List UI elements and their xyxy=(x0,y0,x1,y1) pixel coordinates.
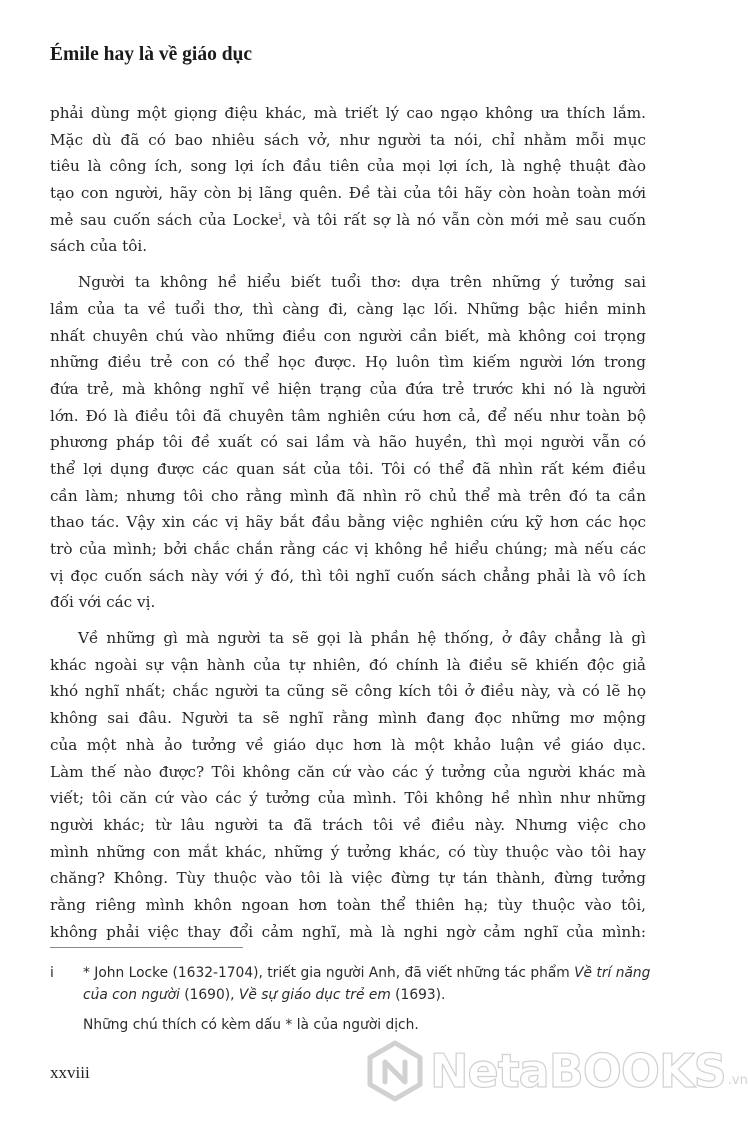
text-segment: mẻ sau cuốn sách của Locke xyxy=(50,210,279,229)
text-line xyxy=(50,207,646,234)
footnote xyxy=(50,962,650,1036)
footnote-text: (1690), xyxy=(179,987,239,1003)
text-line: rằng riêng mình khôn ngoan hơn toàn thể thiên hạ; tùy thuộc vào tôi, xyxy=(50,895,646,914)
footnote-body xyxy=(83,962,650,1036)
text-line: Người ta không hề hiểu biết tuổi thơ: dựa trên những ý tưởng sai xyxy=(78,273,646,292)
text-line: cần làm; nhưng tôi cho rằng mình đã nhìn rõ chủ thể mà trên đó ta cần xyxy=(50,486,646,505)
text-line: sách của tôi. xyxy=(50,237,148,256)
footnote-reference[interactable]: i xyxy=(278,211,282,222)
footnote-text: (1693). xyxy=(390,987,446,1003)
text-line: thao tác. Vậy xin các vị hãy bắt đầu bằng việc nghiên cứu kỹ hơn các học xyxy=(50,513,646,532)
footnote-marker: i xyxy=(50,965,54,981)
text-line: không sai đâu. Người ta sẽ nghĩ rằng mình đang đọc những mơ mộng xyxy=(50,709,646,728)
text-line: Về những gì mà người ta sẽ gọi là phần hệ thống, ở đây chẳng là gì xyxy=(78,629,646,648)
page-number: xxviii xyxy=(50,1063,90,1082)
text-line: vị đọc cuốn sách này với ý đó, thì tôi nghĩ cuốn sách chẳng phải là vô ích xyxy=(50,566,646,585)
text-line: tạo con người, hãy còn bị lãng quên. Đề tài của tôi hãy còn hoàn toàn mới xyxy=(50,184,646,203)
text-line: những điều trẻ con có thể học được. Họ luôn tìm kiếm người lớn trong xyxy=(50,353,646,372)
netabooks-n-logo-icon xyxy=(364,1040,426,1102)
text-line: khó nghĩ nhất; chắc người ta cũng sẽ công kích tôi ở điều này, và có lẽ họ xyxy=(50,682,646,701)
text-line: lớn. Đó là điều tôi đã chuyên tâm nghiên cứu hơn cả, để nếu như toàn bộ xyxy=(50,406,646,425)
paragraph-3 xyxy=(50,625,646,945)
text-line: Làm thế nào được? Tôi không căn cứ vào các ý tưởng của người khác mà xyxy=(50,762,646,781)
text-line: thể lợi dụng được các quan sát của tôi. Tôi có thể đã nhìn rất kém điều xyxy=(50,459,646,478)
text-line: mình những con mắt khác, những ý tưởng khác, có tùy thuộc vào tôi hay xyxy=(50,842,646,861)
watermark-suffix: .vn xyxy=(727,1073,748,1088)
footnote-text: * John Locke (1632-1704), triết gia người Anh, đã viết những tác phẩm xyxy=(83,965,575,981)
book-title: của con người xyxy=(83,987,180,1003)
text-line: khác ngoài sự vận hành của tự nhiên, đó chính là điều sẽ khiến độc giả xyxy=(50,655,646,674)
text-line: không phải việc thay đổi cảm nghĩ, mà là nghi ngờ cảm nghĩ của mình: xyxy=(50,922,646,941)
text-line: Mặc dù đã có bao nhiêu sách vở, như người ta nói, chỉ nhằm mỗi mục xyxy=(50,130,646,149)
text-line: trò của mình; bởi chắc chắn rằng các vị không hề hiểu chúng; mà nếu các xyxy=(50,540,646,558)
text-line: đứa trẻ, mà không nghĩ về hiện trạng của đứa trẻ trước khi nó là người xyxy=(50,379,646,398)
text-segment: , và tôi rất sợ là nó vẫn còn mới mẻ sau cuốn xyxy=(281,210,646,229)
watermark-text: NetaBOOKS xyxy=(430,1044,726,1098)
text-line: lầm của ta về tuổi thơ, thì càng đi, càng lạc lối. Những bậc hiền minh xyxy=(50,299,646,318)
running-head: Émile hay là về giáo dục xyxy=(50,44,253,65)
paragraph-2 xyxy=(50,269,646,616)
body-text xyxy=(50,100,646,945)
text-line: người khác; từ lâu người ta đã trách tôi về điều này. Nhưng việc cho xyxy=(50,815,646,834)
text-line: nhất chuyên chú vào những điều con người cần biết, mà không coi trọng xyxy=(50,326,646,345)
watermark xyxy=(364,1040,748,1102)
text-line: của một nhà ảo tưởng về giáo dục hơn là một khảo luận về giáo dục. xyxy=(50,735,646,754)
text-line: phải dùng một giọng điệu khác, mà triết lý cao ngạo không ưa thích lắm. xyxy=(50,104,646,122)
book-title: Về sự giáo dục trẻ em xyxy=(238,987,391,1003)
footnote-divider xyxy=(50,947,243,948)
text-line: viết; tôi căn cứ vào các ý tưởng của mình. Tôi không hề nhìn như những xyxy=(50,789,646,808)
footnote-line xyxy=(83,962,650,984)
text-line: tiêu là công ích, song lợi ích đầu tiên của mọi lợi ích, là nghệ thuật đào xyxy=(50,157,646,176)
translator-note: Những chú thích có kèm dấu * là của người dịch. xyxy=(83,1017,419,1033)
text-line: phương pháp tôi đề xuất có sai lầm và hão huyền, thì mọi người vẫn có xyxy=(50,433,646,452)
book-title: Về trí năng xyxy=(574,965,651,981)
footnote-line xyxy=(83,984,650,1006)
text-line: chăng? Không. Tùy thuộc vào tôi là việc đừng tự tán thành, đừng tưởng xyxy=(50,869,646,888)
paragraph-1 xyxy=(50,100,646,260)
text-line: đối với các vị. xyxy=(50,593,156,612)
